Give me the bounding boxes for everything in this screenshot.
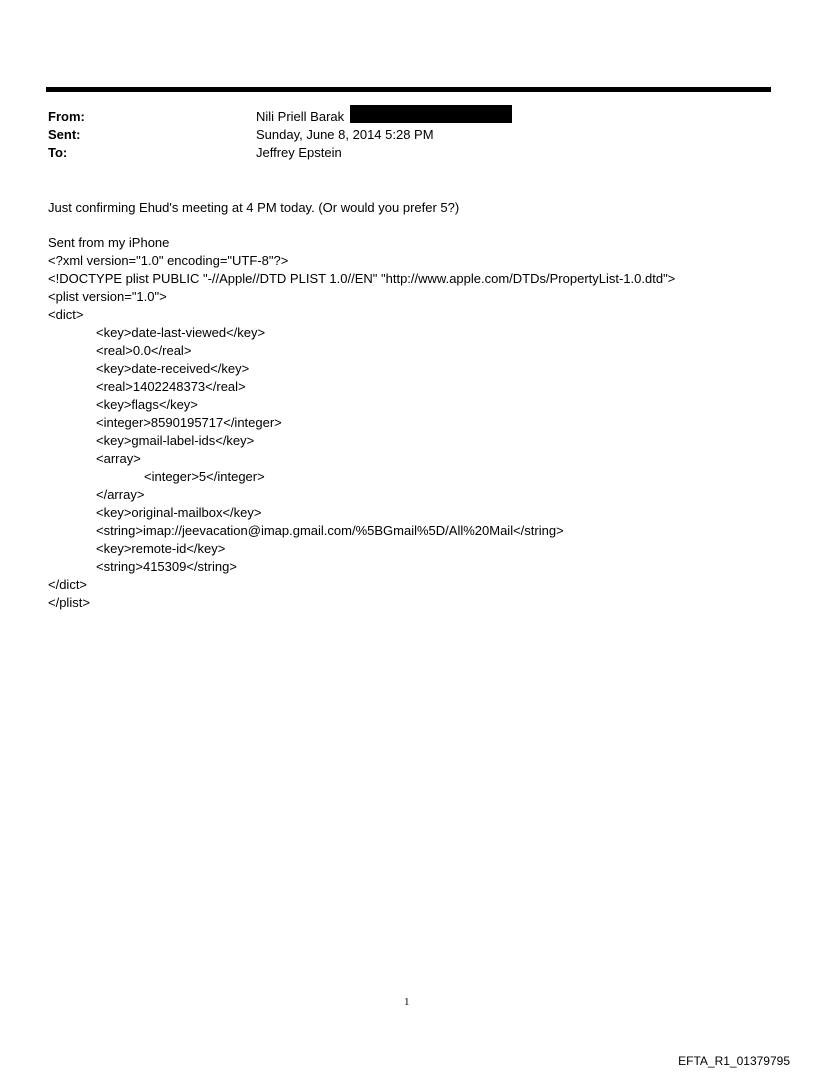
plist-line: <key>remote-id</key> bbox=[96, 541, 226, 556]
plist-line: <dict> bbox=[48, 307, 84, 322]
page-number: 1 bbox=[404, 996, 410, 1008]
plist-line: <key>original-mailbox</key> bbox=[96, 505, 262, 520]
plist-line: <key>date-last-viewed</key> bbox=[96, 325, 266, 340]
plist-line: <array> bbox=[96, 451, 141, 466]
header-divider bbox=[46, 87, 771, 92]
plist-line: <string>imap://jeevacation@imap.gmail.com/%5BGmail%5D/All%20Mail</string> bbox=[96, 523, 564, 538]
sent-label: Sent: bbox=[48, 127, 81, 142]
plist-line: <integer>5</integer> bbox=[144, 469, 265, 484]
plist-line: <integer>8590195717</integer> bbox=[96, 415, 282, 430]
signature-text: Sent from my iPhone bbox=[48, 235, 170, 250]
from-value: Nili Priell Barak bbox=[256, 109, 345, 124]
plist-line: <?xml version="1.0" encoding="UTF-8"?> bbox=[48, 253, 289, 268]
plist-line: </dict> bbox=[48, 577, 88, 592]
plist-line: <key>date-received</key> bbox=[96, 361, 250, 376]
plist-line: <real>1402248373</real> bbox=[96, 379, 246, 394]
document-id: EFTA_R1_01379795 bbox=[678, 1054, 790, 1068]
plist-line: <!DOCTYPE plist PUBLIC "-//Apple//DTD PLIST 1.0//EN" "http://www.apple.com/DTDs/PropertyList-1.0.dtd"> bbox=[48, 271, 676, 286]
to-value: Jeffrey Epstein bbox=[256, 145, 342, 160]
plist-line: <real>0.0</real> bbox=[96, 343, 192, 358]
redaction-block bbox=[350, 105, 512, 123]
plist-line: <key>gmail-label-ids</key> bbox=[96, 433, 255, 448]
plist-line: </plist> bbox=[48, 595, 90, 610]
plist-line: <string>415309</string> bbox=[96, 559, 237, 574]
message-text: Just confirming Ehud's meeting at 4 PM today. (Or would you prefer 5?) bbox=[48, 200, 460, 215]
plist-line: <key>flags</key> bbox=[96, 397, 198, 412]
to-label: To: bbox=[48, 145, 68, 160]
from-label: From: bbox=[48, 109, 85, 124]
sent-value: Sunday, June 8, 2014 5:28 PM bbox=[256, 127, 434, 142]
plist-line: </array> bbox=[96, 487, 145, 502]
plist-line: <plist version="1.0"> bbox=[48, 289, 167, 304]
